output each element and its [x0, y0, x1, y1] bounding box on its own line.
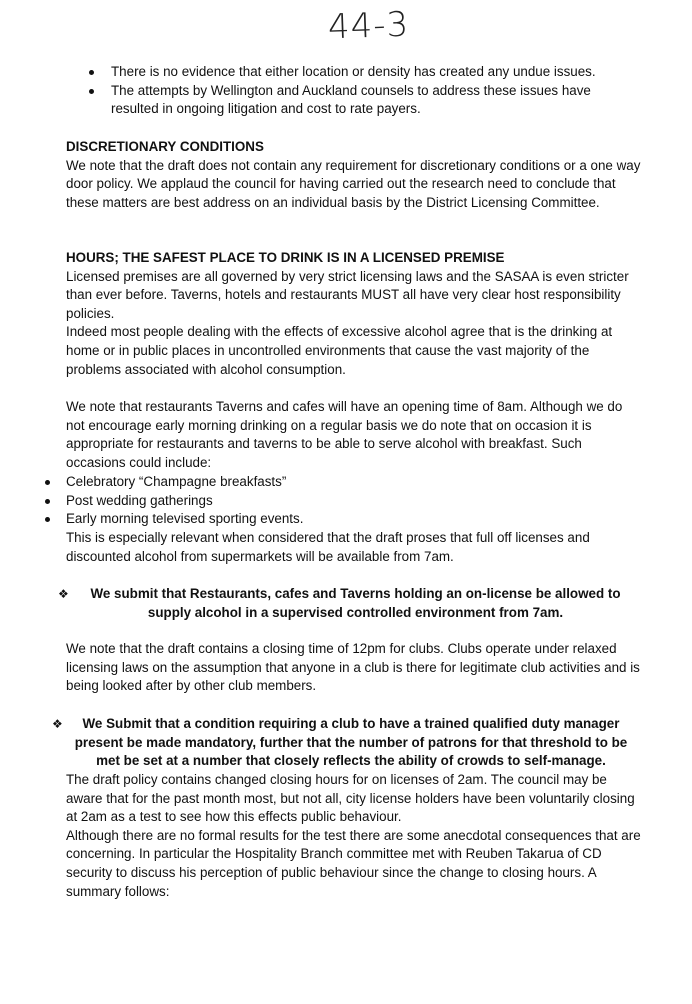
opening-time-paragraph: We note that restaurants Taverns and cafes will have an opening time of 8am. Although we do not encourage early morning drinking on a regular basis we do note that on occasion it is appropriate for restaurants and taverns to be able to serve alcohol with breakfast. Such occasions could include: — [66, 399, 623, 470]
list-item: There is no evidence that either location or density has created any undue issues. — [111, 63, 631, 82]
discretionary-section — [66, 138, 642, 212]
clubs-paragraph: We note that the draft contains a closing time of 12pm for clubs. Clubs operate under relaxed licensing laws on the assumption that anyone in a club is there for legitimate club activities and is being looked after by other club members. — [66, 641, 640, 694]
submission-2: ❖ We Submit that a condition requiring a club to have a trained qualified duty manager present be made mandatory, further that the number of patrons for that threshold to be met be set at a number that closely reflects the ability of crowds to self-manage. — [52, 716, 628, 769]
list-item: Early morning televised sporting events. — [66, 510, 642, 529]
hours-section — [66, 249, 642, 379]
closing-hours-section — [66, 771, 642, 901]
paragraph: The draft policy contains changed closing hours for on licenses of 2am. The council may be aware that for the past month most, but not all, city license holders have been voluntarily closing at 2am as a test to see how this effects public behaviour. — [66, 772, 635, 825]
bullet-icon — [45, 480, 50, 485]
paragraph: We note that the draft does not contain any requirement for discretionary conditions or a one way door policy. We applaud the council for having carried out the research need to conclude that these matters are best address on an individual basis by the District Licensing Committee. — [66, 157, 641, 210]
supermarket-paragraph: This is especially relevant when considered that the draft proses that full off licenses and discounted alcohol from supermarkets will be available from 7am. — [66, 530, 590, 564]
paragraph: Although there are no formal results for the test there are some anecdotal consequences that are concerning. In particular the Hospitality Branch committee met with Reuben Takarua of CD security to discuss his perception of public behaviour since the change to closing hours. A summary follows: — [66, 827, 641, 899]
paragraph: Indeed most people dealing with the effects of excessive alcohol agree that is the drinking at home or in public places in uncontrolled environments that cause the vast majority of the problems associated with alcohol consumption. — [66, 324, 613, 377]
submission-1: ❖ We submit that Restaurants, cafes and Taverns holding an on-license be allowed to supply alcohol in a supervised controlled environment from 7am. — [58, 586, 621, 620]
paragraph: Licensed premises are all governed by very strict licensing laws and the SASAA is even stricter than ever before. Taverns, hotels and restaurants MUST all have very clear host responsibility policies. — [66, 268, 629, 321]
diamond-bullet-icon: ❖ — [58, 587, 69, 601]
bullet-icon — [89, 70, 94, 75]
list-item: Celebratory “Champagne breakfasts” — [66, 473, 642, 492]
bullet-icon — [89, 89, 94, 94]
occasions-list — [66, 473, 642, 529]
list-item: Post wedding gatherings — [66, 492, 642, 511]
bullet-icon — [45, 517, 50, 522]
section-heading: DISCRETIONARY CONDITIONS — [66, 139, 264, 154]
diamond-bullet-icon: ❖ — [52, 717, 63, 731]
bullet-icon — [45, 499, 50, 504]
section-heading: HOURS; THE SAFEST PLACE TO DRINK IS IN A LICENSED PREMISE — [66, 250, 505, 265]
list-item: The attempts by Wellington and Auckland counsels to address these issues have resulted in ongoing litigation and cost to rate payers. — [111, 82, 631, 119]
top-bullet-list — [111, 63, 631, 119]
handwritten-page-number: 44-3 — [327, 4, 410, 48]
